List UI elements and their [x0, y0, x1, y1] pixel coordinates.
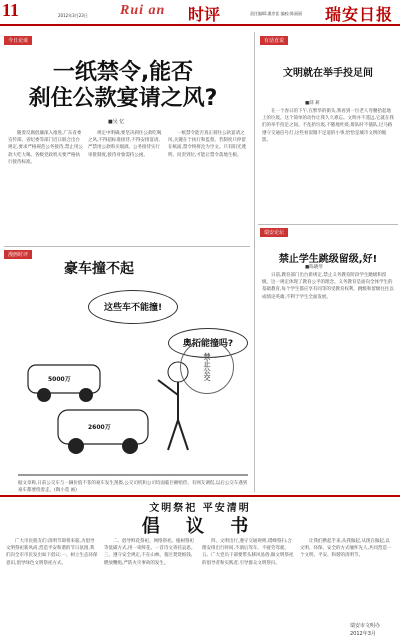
left-title-line1: 一纸禁令,能否	[52, 60, 194, 85]
announcement-col3	[202, 538, 294, 630]
right-article1-title: 文明就在举手投足间	[283, 68, 373, 79]
section-divider	[4, 246, 250, 247]
announcement-col2	[104, 538, 196, 630]
left-article-tag: 今日论谈	[4, 36, 32, 45]
luxury-car-icon	[58, 410, 148, 454]
announcement-slogan: 文明祭祀 平安清明	[149, 503, 251, 514]
paragraph: 二、倡导鲜花祭祀、网络祭祀、植树祭祀等低碳方式,用一束鲜花、一首诗文寄托哀思。三、遵守安全规定,不在山林、墓区焚烧纸钱、燃放鞭炮,严防火灾事故的发生。	[104, 539, 196, 566]
cartoon-tag: 漫画时评	[4, 250, 32, 259]
right-article2-tag: 瑞安论坛	[260, 228, 288, 237]
paragraph: 规定中明确,要坚决刹住公款吃喝之风,不得超标准接待,不得安排宴请,严禁用公款购买烟酒。公务接待实行审批制度,接待对象需持公函。	[88, 131, 162, 158]
paragraph: 一纸禁令能否真正刹住公款宴请之风,关键在于执行和监督。若制度只停留在纸面,禁令终将沦为空文。只有阳光透明、问责到位,才能让禁令落地生根。	[168, 131, 246, 158]
car2-price-label: 2600万	[88, 424, 111, 431]
paragraph: 随着反腐倡廉深入推进,广东省委宣传部、省纪委等部门近日联合出台规定,要求严格规范公务接待,禁止用公款大吃大喝。各级党政机关要严格执行接待标准。	[8, 131, 83, 165]
right-article1-tag: 有话直说	[260, 36, 288, 45]
paragraph: 四、文明出行,遵守交通规则,错峰祭扫,合理安排出行时间,不酒后驾车、不疲劳驾驶。五、广大党员干部要带头移风易俗,做文明祭祀的倡导者和实践者,引导群众文明祭扫。	[202, 539, 294, 566]
editor-credit: 责任编辑:潘彦佳 编校:陈丽丽	[250, 11, 302, 16]
left-article-col1	[8, 130, 84, 242]
announcement-signature: 瑞安市文明办	[350, 623, 381, 629]
right-article2-body	[262, 272, 394, 486]
right-article1-author: ■薛 莉	[305, 101, 320, 106]
announcement-title: 倡 议 书	[141, 516, 259, 537]
paragraph: 在一个春日的下午,在繁华的街头,我看到一位老人弯腰拾起地上的垃圾。这个简单的动作让我久久难忘。文明并不遥远,它就在我们的举手投足之间。不乱扔垃圾,不随地吐痰,排队时不插队,过马路遵守交通信号灯,这些看似微不足道的小事,恰恰是城市文明的缩影。	[262, 109, 394, 143]
announcement-col4	[300, 538, 394, 618]
announcement-date: 2012年3月	[350, 631, 376, 637]
section-title: 时评	[188, 5, 221, 24]
left-title-line2: 刹住公款宴请之风?	[28, 86, 218, 111]
section-mark: Rui an	[120, 3, 166, 18]
car1-price-label: 5000万	[48, 376, 71, 383]
cartoon-caption: 据文章称,日前公交车与一辆价值不菲的豪车发生刮擦,公交司机和公司均面临巨额赔偿。有网友调侃,以后公交车遇到豪车都要绕着走。(陶小莫 画)	[18, 481, 248, 493]
right-article2-author: ■陈晓琴	[305, 265, 323, 270]
paragraph: 广大市民朋友们:清明节即将来临,为倡导文明祭祀新风尚,营造平安和谐的节日氛围,我们向全市市民发出如下倡议:一、树立生态环保意识,倡导绿色文明祭祀方式。	[6, 539, 98, 566]
section-divider	[258, 224, 398, 225]
speech-bubble-right: 奥拓能撞吗?	[168, 328, 248, 358]
left-article-title	[28, 60, 218, 112]
cartoon-title: 豪车撞不起	[64, 261, 134, 277]
left-article-col3	[168, 130, 248, 242]
paragraph: 让我们携起手来,从我做起,从现在做起,以文明、环保、安全的方式缅怀先人,共同营造一个文明、平安、和谐的清明节。	[300, 539, 392, 559]
speech-bubble-left: 这些车不能撞!	[88, 290, 178, 324]
left-article-col2	[88, 130, 164, 242]
newspaper-logo: 瑞安日报	[325, 5, 394, 24]
left-article-author: ■吴 忆	[108, 119, 125, 125]
column-divider	[254, 32, 255, 492]
issue-date: 2012年3月23日	[58, 13, 88, 18]
right-article1-body	[262, 108, 394, 220]
stamp-seal: 禁止公交	[180, 340, 234, 394]
page-number: 11	[2, 0, 20, 20]
paragraph: 日前,教育部门出台新规定,禁止义务教育阶段学生跳级和留级。这一规定体现了教育公平的理念。义务教育是面向全体学生的基础教育,每个学生都应享有同等的受教育权利。跳级和留级往往以成绩论英雄,不利于学生全面发展。	[262, 273, 394, 300]
right-article2-title: 禁止学生跳级留级,好!	[278, 254, 378, 265]
announcement-col1	[6, 538, 98, 630]
page-header	[0, 0, 400, 26]
luxury-car-icon	[28, 365, 100, 402]
